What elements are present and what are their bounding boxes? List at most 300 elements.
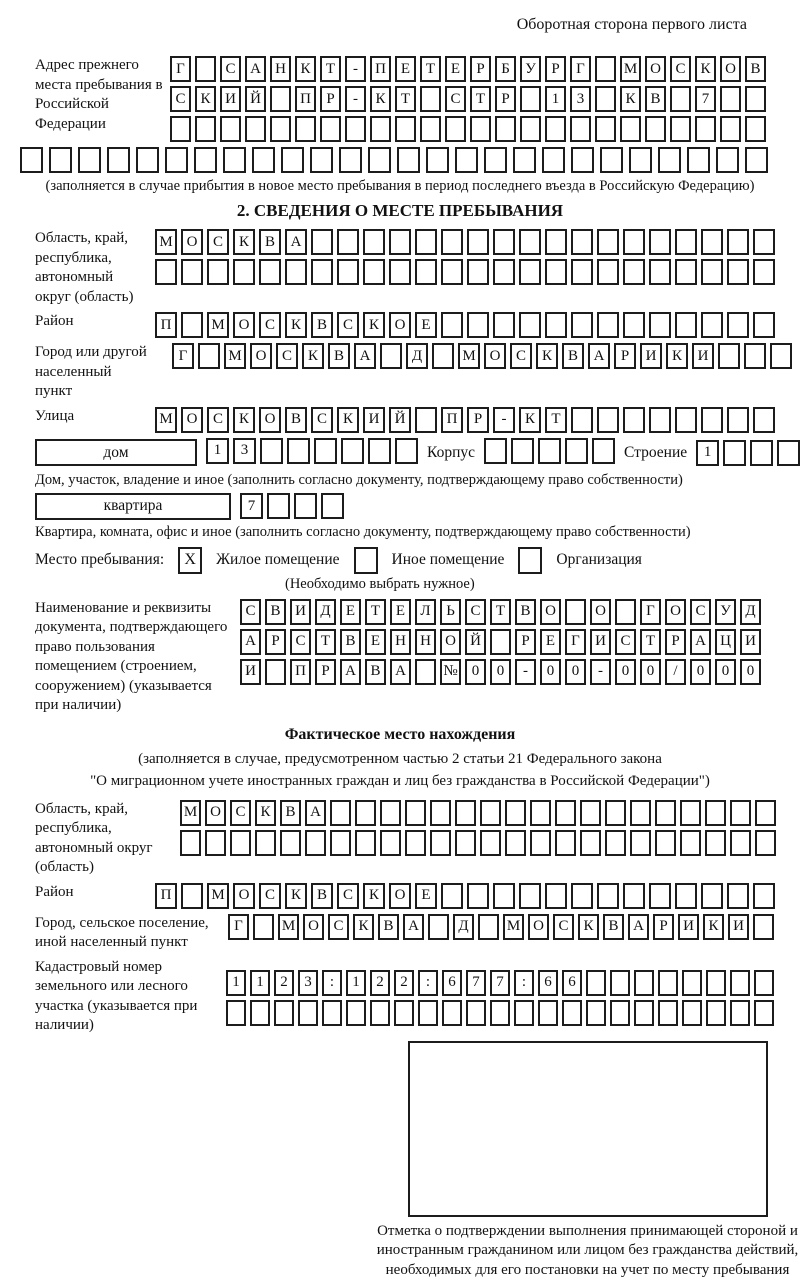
char-cell[interactable]: К [233,407,255,433]
char-cell[interactable] [294,493,317,519]
char-cell[interactable] [597,229,619,255]
char-cell[interactable] [680,800,701,826]
char-cell[interactable] [623,407,645,433]
char-cell[interactable] [519,312,541,338]
char-cell[interactable]: Т [420,56,441,82]
char-cell[interactable] [505,830,526,856]
char-cell[interactable]: К [302,343,324,369]
char-cell[interactable] [370,1000,390,1026]
char-cell[interactable] [727,883,749,909]
char-cell[interactable]: К [695,56,716,82]
char-cell[interactable] [730,800,751,826]
char-cell[interactable] [341,438,364,464]
char-cell[interactable]: Й [465,629,486,655]
char-cell[interactable] [675,229,697,255]
char-cell[interactable] [687,147,710,173]
char-cell[interactable] [605,800,626,826]
char-cell[interactable]: И [692,343,714,369]
char-cell[interactable] [571,259,593,285]
char-cell[interactable] [363,229,385,255]
char-cell[interactable] [645,116,666,142]
char-cell[interactable]: В [562,343,584,369]
char-cell[interactable]: К [578,914,599,940]
char-cell[interactable]: - [345,56,366,82]
char-cell[interactable] [155,259,177,285]
char-cell[interactable] [753,229,775,255]
char-cell[interactable]: С [290,629,311,655]
char-cell[interactable] [562,1000,582,1026]
char-cell[interactable] [730,830,751,856]
char-cell[interactable] [478,914,499,940]
char-cell[interactable] [530,800,551,826]
char-cell[interactable]: Т [315,629,336,655]
char-cell[interactable]: Р [545,56,566,82]
char-cell[interactable] [745,86,766,112]
char-cell[interactable] [680,830,701,856]
char-cell[interactable]: Г [228,914,249,940]
char-cell[interactable] [310,147,333,173]
char-cell[interactable] [727,229,749,255]
char-cell[interactable] [571,312,593,338]
char-cell[interactable] [20,147,43,173]
char-cell[interactable] [441,883,463,909]
char-cell[interactable] [586,1000,606,1026]
char-cell[interactable]: К [370,86,391,112]
char-cell[interactable]: М [207,883,229,909]
char-cell[interactable]: В [340,629,361,655]
char-cell[interactable]: С [240,599,261,625]
char-cell[interactable] [493,883,515,909]
char-cell[interactable] [490,629,511,655]
char-cell[interactable] [480,800,501,826]
char-cell[interactable] [285,259,307,285]
char-cell[interactable]: Т [320,56,341,82]
char-cell[interactable]: 1 [250,970,270,996]
char-cell[interactable]: У [715,599,736,625]
stay-type-checkbox-organization[interactable] [518,547,542,574]
char-cell[interactable] [345,116,366,142]
char-cell[interactable] [675,883,697,909]
char-cell[interactable]: Л [415,599,436,625]
char-cell[interactable]: С [207,229,229,255]
char-cell[interactable] [630,830,651,856]
char-cell[interactable]: К [285,312,307,338]
char-cell[interactable] [520,86,541,112]
char-cell[interactable]: 6 [538,970,558,996]
char-cell[interactable]: В [378,914,399,940]
char-cell[interactable] [255,830,276,856]
char-cell[interactable] [470,116,491,142]
char-cell[interactable]: 0 [465,659,486,685]
char-cell[interactable] [455,800,476,826]
char-cell[interactable] [484,147,507,173]
stay-type-checkbox-residential[interactable]: X [178,547,202,574]
char-cell[interactable]: П [155,312,177,338]
char-cell[interactable]: № [440,659,461,685]
char-cell[interactable]: 2 [370,970,390,996]
char-cell[interactable] [730,970,750,996]
char-cell[interactable] [226,1000,246,1026]
char-cell[interactable] [165,147,188,173]
char-cell[interactable]: В [311,883,333,909]
char-cell[interactable] [136,147,159,173]
char-cell[interactable] [233,259,255,285]
char-cell[interactable]: А [690,629,711,655]
char-cell[interactable] [321,493,344,519]
char-cell[interactable] [555,830,576,856]
char-cell[interactable] [675,407,697,433]
char-cell[interactable]: Р [467,407,489,433]
char-cell[interactable] [754,1000,774,1026]
char-cell[interactable] [701,407,723,433]
char-cell[interactable] [363,259,385,285]
char-cell[interactable]: С [220,56,241,82]
char-cell[interactable]: С [230,800,251,826]
char-cell[interactable] [380,800,401,826]
char-cell[interactable]: Е [540,629,561,655]
char-cell[interactable]: : [322,970,342,996]
char-cell[interactable] [623,229,645,255]
char-cell[interactable] [649,229,671,255]
char-cell[interactable]: 1 [226,970,246,996]
char-cell[interactable]: Р [515,629,536,655]
char-cell[interactable] [195,56,216,82]
char-cell[interactable] [519,259,541,285]
char-cell[interactable]: М [620,56,641,82]
char-cell[interactable]: С [615,629,636,655]
char-cell[interactable]: К [536,343,558,369]
char-cell[interactable] [415,659,436,685]
char-cell[interactable] [571,147,594,173]
char-cell[interactable]: С [207,407,229,433]
char-cell[interactable] [428,914,449,940]
char-cell[interactable]: Е [415,883,437,909]
char-cell[interactable] [597,259,619,285]
char-cell[interactable]: 2 [394,970,414,996]
char-cell[interactable] [405,830,426,856]
char-cell[interactable] [395,116,416,142]
char-cell[interactable] [370,116,391,142]
char-cell[interactable]: С [670,56,691,82]
char-cell[interactable] [545,229,567,255]
char-cell[interactable] [649,883,671,909]
char-cell[interactable]: Е [415,312,437,338]
char-cell[interactable] [397,147,420,173]
char-cell[interactable]: С [276,343,298,369]
char-cell[interactable] [281,147,304,173]
char-cell[interactable] [649,312,671,338]
char-cell[interactable] [753,312,775,338]
char-cell[interactable]: О [303,914,324,940]
char-cell[interactable] [253,914,274,940]
char-cell[interactable] [770,343,792,369]
char-cell[interactable]: Г [565,629,586,655]
char-cell[interactable]: - [515,659,536,685]
char-cell[interactable]: 0 [690,659,711,685]
char-cell[interactable] [267,493,290,519]
char-cell[interactable]: К [233,229,255,255]
char-cell[interactable]: Й [245,86,266,112]
char-cell[interactable]: 7 [466,970,486,996]
char-cell[interactable]: 1 [696,440,719,466]
char-cell[interactable]: И [740,629,761,655]
char-cell[interactable]: О [205,800,226,826]
char-cell[interactable]: А [390,659,411,685]
char-cell[interactable]: К [620,86,641,112]
char-cell[interactable] [629,147,652,173]
char-cell[interactable]: Р [614,343,636,369]
char-cell[interactable] [195,116,216,142]
char-cell[interactable] [600,147,623,173]
char-cell[interactable]: М [224,343,246,369]
char-cell[interactable]: В [745,56,766,82]
char-cell[interactable] [706,1000,726,1026]
char-cell[interactable] [493,259,515,285]
char-cell[interactable]: Е [445,56,466,82]
char-cell[interactable] [745,116,766,142]
char-cell[interactable] [580,830,601,856]
char-cell[interactable] [615,599,636,625]
char-cell[interactable] [441,259,463,285]
char-cell[interactable] [330,830,351,856]
char-cell[interactable]: О [259,407,281,433]
char-cell[interactable] [467,883,489,909]
char-cell[interactable]: Г [640,599,661,625]
char-cell[interactable]: С [445,86,466,112]
char-cell[interactable]: С [690,599,711,625]
char-cell[interactable] [519,229,541,255]
char-cell[interactable]: 0 [615,659,636,685]
char-cell[interactable]: 0 [490,659,511,685]
char-cell[interactable] [597,312,619,338]
char-cell[interactable] [395,438,418,464]
char-cell[interactable]: 7 [490,970,510,996]
char-cell[interactable] [287,438,310,464]
char-cell[interactable]: И [290,599,311,625]
char-cell[interactable] [745,147,768,173]
char-cell[interactable] [695,116,716,142]
char-cell[interactable] [519,883,541,909]
char-cell[interactable]: М [458,343,480,369]
char-cell[interactable] [415,407,437,433]
char-cell[interactable] [270,116,291,142]
char-cell[interactable] [49,147,72,173]
char-cell[interactable] [610,1000,630,1026]
char-cell[interactable] [346,1000,366,1026]
char-cell[interactable]: Е [390,599,411,625]
char-cell[interactable]: В [328,343,350,369]
char-cell[interactable] [545,883,567,909]
char-cell[interactable] [565,599,586,625]
char-cell[interactable] [701,229,723,255]
char-cell[interactable]: У [520,56,541,82]
char-cell[interactable]: Е [395,56,416,82]
char-cell[interactable]: О [540,599,561,625]
char-cell[interactable]: В [265,599,286,625]
char-cell[interactable]: И [363,407,385,433]
char-cell[interactable]: Д [740,599,761,625]
char-cell[interactable] [337,259,359,285]
char-cell[interactable] [250,1000,270,1026]
char-cell[interactable] [455,147,478,173]
char-cell[interactable]: К [255,800,276,826]
char-cell[interactable] [205,830,226,856]
char-cell[interactable] [405,800,426,826]
char-cell[interactable]: О [528,914,549,940]
char-cell[interactable]: Д [315,599,336,625]
char-cell[interactable]: 0 [740,659,761,685]
char-cell[interactable]: К [363,312,385,338]
char-cell[interactable]: О [181,407,203,433]
char-cell[interactable] [441,229,463,255]
stay-type-checkbox-other-premises[interactable] [354,547,378,574]
char-cell[interactable]: О [720,56,741,82]
char-cell[interactable] [753,259,775,285]
char-cell[interactable]: М [155,407,177,433]
char-cell[interactable] [649,407,671,433]
char-cell[interactable] [467,229,489,255]
char-cell[interactable] [571,407,593,433]
char-cell[interactable]: С [311,407,333,433]
char-cell[interactable]: О [665,599,686,625]
char-cell[interactable] [571,883,593,909]
char-cell[interactable] [701,259,723,285]
char-cell[interactable] [595,86,616,112]
char-cell[interactable]: Е [365,629,386,655]
char-cell[interactable]: В [515,599,536,625]
char-cell[interactable]: Н [270,56,291,82]
char-cell[interactable] [595,116,616,142]
char-cell[interactable]: К [295,56,316,82]
char-cell[interactable] [426,147,449,173]
char-cell[interactable] [580,800,601,826]
char-cell[interactable]: 6 [442,970,462,996]
char-cell[interactable] [634,970,654,996]
char-cell[interactable]: 1 [346,970,366,996]
char-cell[interactable] [107,147,130,173]
char-cell[interactable] [78,147,101,173]
char-cell[interactable] [418,1000,438,1026]
char-cell[interactable]: А [245,56,266,82]
char-cell[interactable] [716,147,739,173]
char-cell[interactable] [355,800,376,826]
char-cell[interactable]: 7 [695,86,716,112]
char-cell[interactable] [655,800,676,826]
char-cell[interactable] [675,312,697,338]
char-cell[interactable] [620,116,641,142]
char-cell[interactable]: Р [265,629,286,655]
char-cell[interactable]: В [311,312,333,338]
char-cell[interactable]: Г [172,343,194,369]
char-cell[interactable]: О [181,229,203,255]
char-cell[interactable] [555,800,576,826]
char-cell[interactable] [320,116,341,142]
char-cell[interactable] [754,970,774,996]
char-cell[interactable] [670,86,691,112]
char-cell[interactable] [314,438,337,464]
char-cell[interactable] [565,438,588,464]
char-cell[interactable] [505,800,526,826]
char-cell[interactable] [368,147,391,173]
char-cell[interactable] [705,830,726,856]
char-cell[interactable]: С [510,343,532,369]
char-cell[interactable]: И [240,659,261,685]
char-cell[interactable]: М [207,312,229,338]
char-cell[interactable]: О [389,883,411,909]
char-cell[interactable]: А [403,914,424,940]
char-cell[interactable]: Т [545,407,567,433]
char-cell[interactable] [223,147,246,173]
char-cell[interactable]: - [345,86,366,112]
char-cell[interactable]: С [170,86,191,112]
char-cell[interactable] [430,800,451,826]
char-cell[interactable]: К [519,407,541,433]
char-cell[interactable]: В [280,800,301,826]
char-cell[interactable] [571,229,593,255]
char-cell[interactable] [490,1000,510,1026]
char-cell[interactable] [380,343,402,369]
char-cell[interactable] [295,116,316,142]
char-cell[interactable] [727,259,749,285]
char-cell[interactable]: К [285,883,307,909]
char-cell[interactable]: Й [389,407,411,433]
char-cell[interactable]: К [703,914,724,940]
char-cell[interactable] [597,883,619,909]
char-cell[interactable]: - [590,659,611,685]
char-cell[interactable] [701,883,723,909]
char-cell[interactable] [605,830,626,856]
char-cell[interactable] [718,343,740,369]
char-cell[interactable] [355,830,376,856]
char-cell[interactable] [595,56,616,82]
char-cell[interactable] [513,147,536,173]
char-cell[interactable] [495,116,516,142]
char-cell[interactable]: Р [315,659,336,685]
char-cell[interactable]: В [603,914,624,940]
char-cell[interactable] [339,147,362,173]
char-cell[interactable]: Р [470,56,491,82]
char-cell[interactable] [170,116,191,142]
char-cell[interactable]: С [259,312,281,338]
char-cell[interactable]: П [441,407,463,433]
char-cell[interactable] [198,343,220,369]
char-cell[interactable] [623,883,645,909]
char-cell[interactable]: С [259,883,281,909]
char-cell[interactable] [538,1000,558,1026]
char-cell[interactable] [597,407,619,433]
char-cell[interactable] [658,970,678,996]
char-cell[interactable]: Н [390,629,411,655]
char-cell[interactable]: 0 [540,659,561,685]
char-cell[interactable] [441,312,463,338]
char-cell[interactable] [466,1000,486,1026]
char-cell[interactable] [514,1000,534,1026]
char-cell[interactable] [658,147,681,173]
char-cell[interactable] [727,312,749,338]
char-cell[interactable]: И [220,86,241,112]
char-cell[interactable]: Г [570,56,591,82]
char-cell[interactable]: А [305,800,326,826]
char-cell[interactable] [380,830,401,856]
char-cell[interactable]: К [337,407,359,433]
char-cell[interactable] [207,259,229,285]
char-cell[interactable] [467,259,489,285]
char-cell[interactable]: О [484,343,506,369]
char-cell[interactable] [655,830,676,856]
char-cell[interactable] [634,1000,654,1026]
char-cell[interactable]: О [440,629,461,655]
char-cell[interactable]: Д [453,914,474,940]
